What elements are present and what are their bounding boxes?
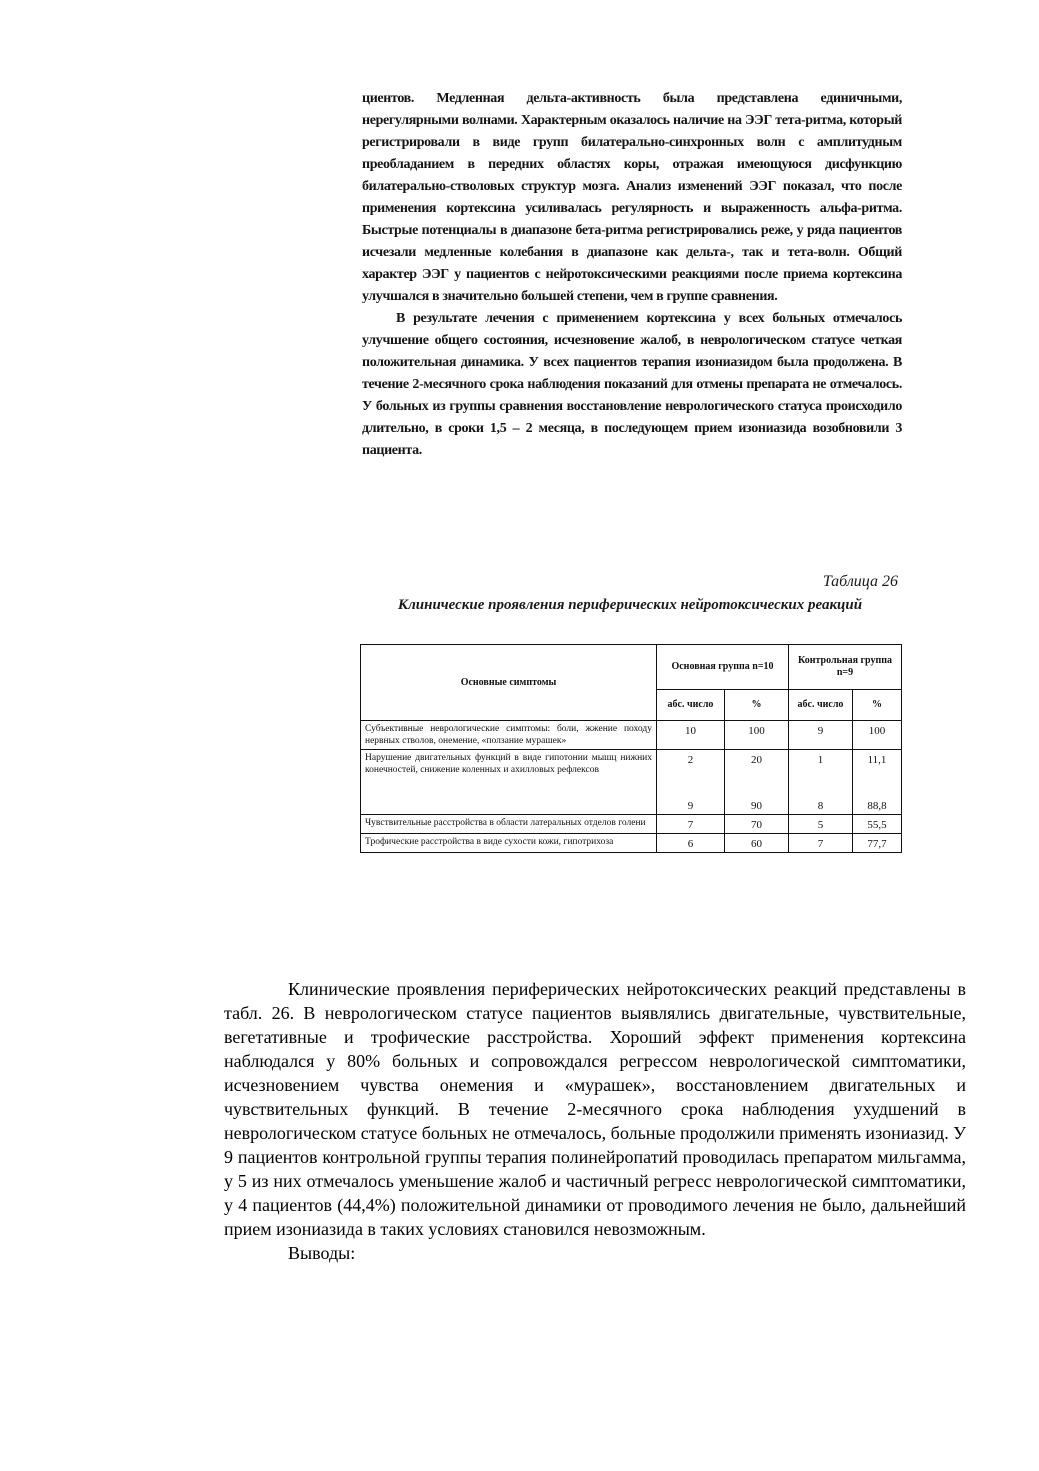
table-row xyxy=(361,721,902,750)
row-main-pct: 60 xyxy=(725,834,789,853)
scan-paragraph-2: В результате лечения с применением кортексина у всех больных отмечалось улучшение общего состояния, исчезновение жалоб, в неврологическом статусе четкая положительная динамика. У всех пациентов терапия изониазидом была продолжена. В течение 2-месячного срока наблюдения показаний для отмены препарата не отмечалось. У больных из группы сравнения восстановление неврологического статуса происходило длительно, в сроки 1,5 – 2 месяца, в последующем прием изониазида возобновили 3 пациента. xyxy=(362,311,902,458)
header-symptoms: Основные симптомы xyxy=(361,645,657,721)
value-second: 90 xyxy=(751,800,762,812)
table-header-row xyxy=(361,645,902,690)
scanned-text-block xyxy=(362,88,902,462)
row-main-abs: 6 xyxy=(657,834,725,853)
value-first: 1 xyxy=(817,754,824,766)
value-first: 11,1 xyxy=(867,754,887,766)
body-text xyxy=(224,977,966,1265)
table-row xyxy=(361,750,902,815)
value-second: 88,8 xyxy=(867,800,887,812)
table-row xyxy=(361,834,902,853)
row-ctrl-abs: 7 xyxy=(789,834,853,853)
value-second: 8 xyxy=(817,800,824,812)
scan-paragraph-1: циентов. Медленная дельта-активность была представлена единичными, нерегулярными волнами. Характерным оказалось наличие на ЭЭГ тета-ритма, который регистрировали в виде групп билатерально-синхронных волн с амплитудным преобладанием в передних областях коры, отражая имеющуюся дисфункцию билатерально-стволовых структур мозга. Анализ изменений ЭЭГ показал, что после применения кортексина усиливалась регулярность и выраженность альфа-ритма. Быстрые потенциалы в диапазоне бета-ритма регистрировались реже, у ряда пациентов исчезали медленные колебания в диапазоне как дельта-, так и тета-волн. Общий характер ЭЭГ у пациентов с нейротоксическими реакциями после приема кортексина улучшался в значительно большей степени, чем в группе сравнения. xyxy=(362,91,902,304)
row-symptom: Субъективные неврологические симптомы: боли, жжение походу нервных стволов, онемение, «ползание мурашек» xyxy=(361,721,657,750)
header-main-pct: % xyxy=(725,690,789,721)
row-symptom: Чувствительные расстройства в области латеральных отделов голени xyxy=(361,815,657,834)
table-row xyxy=(361,815,902,834)
header-group-main: Основная группа n=10 xyxy=(657,645,789,690)
row-main-pct: 100 xyxy=(725,721,789,750)
row-main-abs: 10 xyxy=(657,721,725,750)
row-symptom: Трофические расстройства в виде сухости кожи, гипотрихоза xyxy=(361,834,657,853)
header-ctrl-pct: % xyxy=(853,690,902,721)
row-ctrl-abs: 5 xyxy=(789,815,853,834)
header-group-control: Контрольная группа n=9 xyxy=(789,645,902,690)
symptoms-table xyxy=(360,644,902,853)
row-ctrl-pct: 100 xyxy=(853,721,902,750)
row-ctrl-pct: 55,5 xyxy=(853,815,902,834)
table-title: Клинические проявления периферических нейротоксических реакций xyxy=(397,597,863,613)
row-main-pct xyxy=(725,750,789,815)
value-first: 2 xyxy=(687,754,694,766)
table-number: Таблица 26 xyxy=(822,573,898,590)
conclusions-heading: Выводы: xyxy=(288,1243,356,1263)
header-main-abs: абс. число xyxy=(657,690,725,721)
value-first: 20 xyxy=(751,754,762,766)
row-ctrl-pct: 77,7 xyxy=(853,834,902,853)
row-main-pct: 70 xyxy=(725,815,789,834)
row-ctrl-abs: 9 xyxy=(789,721,853,750)
row-ctrl-pct xyxy=(853,750,902,815)
row-symptom: Нарушение двигательных функций в виде гипотонии мышц нижних конечностей, снижение коленных и ахилловых рефлексов xyxy=(361,750,657,815)
body-paragraph: Клинические проявления периферических нейротоксических реакций представлены в табл. 26. В неврологическом статусе пациентов выявлялись двигательные, чувствительные, вегетативные и трофические расстройства. Хороший эффект применения кортексина наблюдался у 80% больных и сопровождался регрессом неврологической симптоматики, исчезновением чувства онемения и «мурашек», восстановлением двигательных и чувствительных функций. В течение 2-месячного срока наблюдения ухудшений в неврологическом статусе больных не отмечалось, больные продолжили применять изониазид. У 9 пациентов контрольной группы терапия полинейропатий проводилась препаратом мильгамма, у 5 из них отмечалось уменьшение жалоб и частичный регресс неврологической симптоматики, у 4 пациентов (44,4%) положительной динамики от проводимого лечения не было, дальнейший прием изониазида в таких условиях становился невозможным. xyxy=(224,979,966,1239)
row-main-abs xyxy=(657,750,725,815)
header-ctrl-abs: абс. число xyxy=(789,690,853,721)
row-main-abs: 7 xyxy=(657,815,725,834)
row-ctrl-abs xyxy=(789,750,853,815)
value-second: 9 xyxy=(687,800,694,812)
